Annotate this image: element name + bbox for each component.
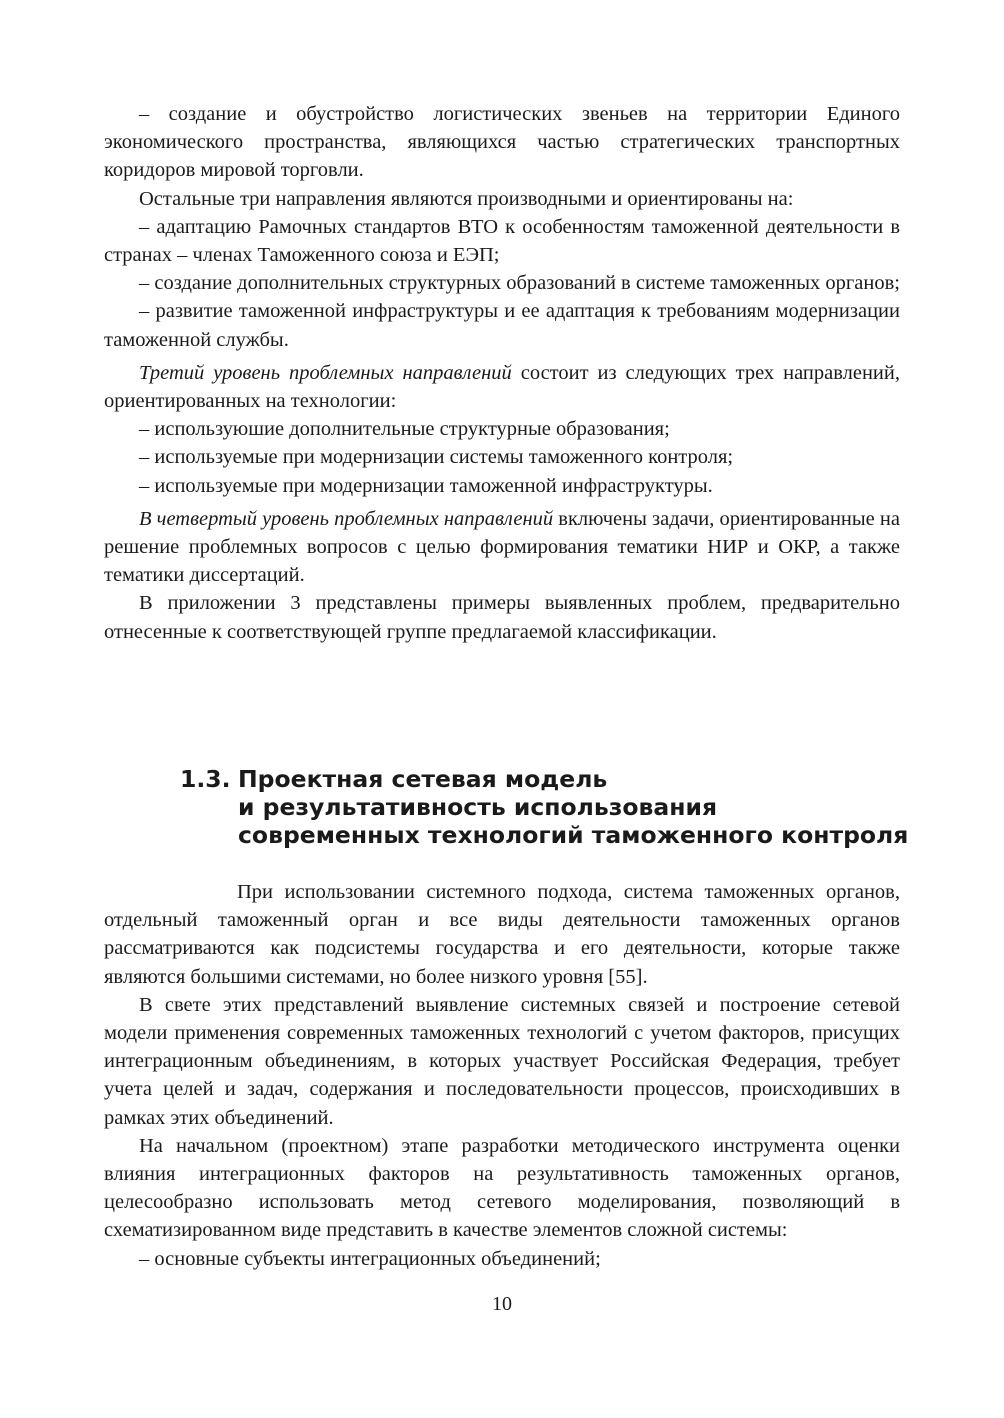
list-item: – основные субъекты интеграционных объединений; bbox=[139, 1247, 601, 1270]
paragraph: – создание и обустройство логистических звеньев на территории Единого экономического пространства, являющихся частью стратегических транспортных коридоров мировой торговли. bbox=[104, 103, 900, 182]
list-item: – используемые при модернизации системы таможенного контроля; bbox=[139, 446, 734, 469]
level3-list bbox=[104, 415, 900, 500]
level3-lead: Третий уровень проблемных направлений bbox=[139, 361, 512, 384]
paragraph: При использовании системного подхода, система таможенных органов, отдельный таможенный орган и все виды деятельности таможенных органов рассматриваются как подсистемы государства и его деятельности, которые также являются большими системами, но более низкого уровня [55]. bbox=[104, 881, 900, 988]
paragraph: – создание дополнительных структурных образований в системе таможенных органов; bbox=[139, 272, 900, 295]
list-item: – используемые при модернизации таможенной инфраструктуры. bbox=[139, 474, 713, 497]
section-number: 1.3. bbox=[180, 765, 231, 793]
paragraph-appendix: В приложении 3 представлены примеры выявленных проблем, предварительно отнесенные к соответствующей группе предлагаемой классификации. bbox=[104, 592, 900, 643]
bottom-text-block bbox=[104, 878, 900, 1273]
section-title-line: современных технологий таможенного контроля bbox=[238, 821, 909, 849]
paragraph-level3 bbox=[104, 359, 900, 415]
paragraph-level4 bbox=[104, 505, 900, 590]
page-number: 10 bbox=[492, 1293, 512, 1315]
paragraph: – адаптацию Рамочных стандартов ВТО к особенностям таможенной деятельности в странах – членах Таможенного союза и ЕЭП; bbox=[104, 215, 900, 267]
level3-text: состоит из следующих трех направлений, ориентированных на технологии: bbox=[104, 361, 900, 413]
section-title-line: и результативность использования bbox=[238, 793, 718, 821]
level4-lead: В четвертый уровень проблемных направлений bbox=[139, 507, 554, 530]
paragraph: – развитие таможенной инфраструктуры и ее адаптация к требованиям модернизации таможенной службы. bbox=[104, 300, 900, 351]
paragraph: Остальные три направления являются производными и ориентированы на: bbox=[139, 187, 794, 210]
list-item: – используюшие дополнительные структурные образования; bbox=[139, 418, 670, 441]
section-title-line: Проектная сетевая модель bbox=[238, 765, 608, 793]
paragraph: На начальном (проектном) этапе разработки методического инструмента оценки влияния интеграционных факторов на результативность таможенных органов, целесообразно использовать метод сетевого моделирования, позволяющий в схематизированном виде представить в качестве элементов сложной системы: bbox=[104, 1134, 900, 1242]
level4-text: включены задачи, ориентированные на решение проблемных вопросов с целью формирования тематики НИР и ОКР, а также тематики диссертаций. bbox=[104, 507, 900, 587]
top-text-block bbox=[104, 100, 900, 646]
paragraph: В свете этих представлений выявление системных связей и построение сетевой модели применения современных таможенных технологий с учетом факторов, присущих интеграционным объединениям, в которых участвует Российская Федерация, требует учета целей и задач, содержания и последовательности процессов, происходивших в рамках этих объединений. bbox=[104, 993, 900, 1129]
section-heading bbox=[180, 765, 940, 849]
